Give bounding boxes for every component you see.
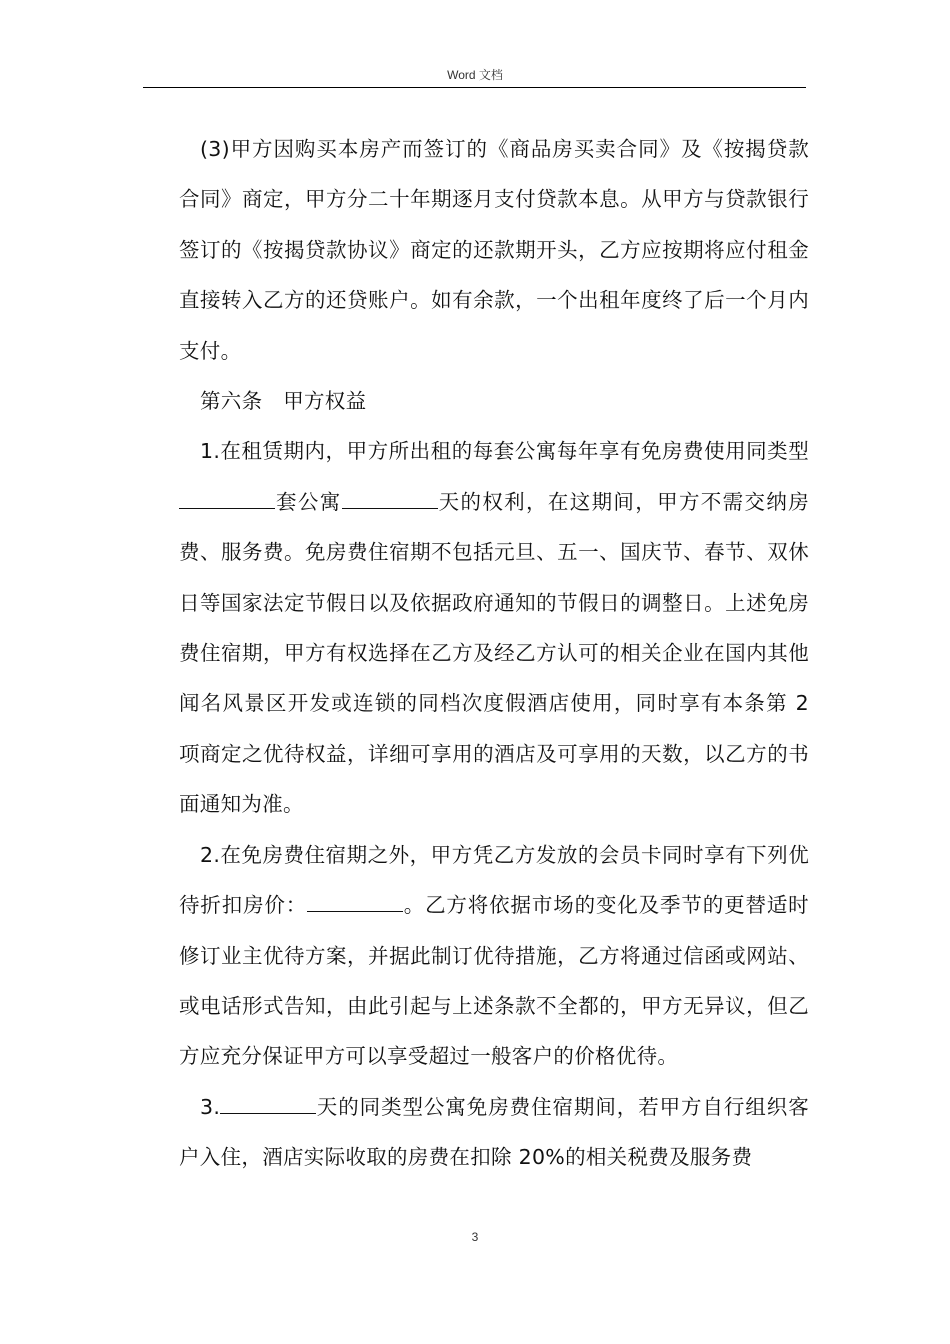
paragraph-text: 1.在租赁期内，甲方所出租的每套公寓每年享有免房费使用同类型: [200, 439, 809, 464]
paragraph-text: 2.在免房费住宿期之外，甲方凭乙方发放的会员卡同时享有下列优待折扣房价：: [179, 842, 809, 918]
paragraph-text: 3.: [200, 1094, 221, 1119]
fill-in-blank[interactable]: [342, 490, 438, 509]
heading-text: 第六条 甲方权益: [200, 389, 367, 414]
paragraph-repayment: [179, 124, 809, 376]
fill-in-blank[interactable]: [220, 1095, 316, 1114]
paragraph-text: 天的同类型公寓免房费住宿期间，若甲方自行组织客户入住，酒店实际收取的房费在扣除 20%的相关税费及服务费: [179, 1094, 809, 1170]
fill-in-blank[interactable]: [307, 893, 403, 912]
article-six-heading: [179, 376, 809, 426]
paragraph-clause-3: [179, 1082, 809, 1183]
header-divider: [143, 87, 806, 88]
document-header-title: Word 文档: [447, 68, 503, 82]
paragraph-text: (3)甲方因购买本房产而签订的《商品房买卖合同》及《按揭贷款合同》商定，甲方分二十年期逐月支付贷款本息。从甲方与贷款银行签订的《按揭贷款协议》商定的还款期开头，乙方应按期将应付租金直接转入乙方的还贷账户。如有余款，一个出租年度终了后一个月内支付。: [179, 137, 809, 363]
page-number: 3: [471, 1230, 479, 1244]
paragraph-text: 套公寓: [275, 489, 342, 514]
paragraph-clause-1: [179, 426, 809, 829]
document-body: [179, 124, 809, 1183]
paragraph-text: 。乙方将依据市场的变化及季节的更替适时修订业主优待方案，并据此制订优待措施，乙方将通过信函或网站、或电话形式告知，由此引起与上述条款不全都的，甲方无异议，但乙方应充分保证甲方可以享受超过一般客户的价格优待。: [179, 893, 809, 1069]
paragraph-clause-2: [179, 830, 809, 1082]
fill-in-blank[interactable]: [179, 490, 275, 509]
paragraph-text: 天的权利，在这期间，甲方不需交纳房费、服务费。免房费住宿期不包括元旦、五一、国庆节、春节、双休日等国家法定节假日以及依据政府通知的节假日的调整日。上述免房费住宿期，甲方有权选择在乙方及经乙方认可的相关企业在国内其他闻名风景区开发或连锁的同档次度假酒店使用，同时享有本条第 2 项商定之优待权益，详细可享用的酒店及可享用的天数，以乙方的书面通知为准。: [179, 489, 809, 817]
